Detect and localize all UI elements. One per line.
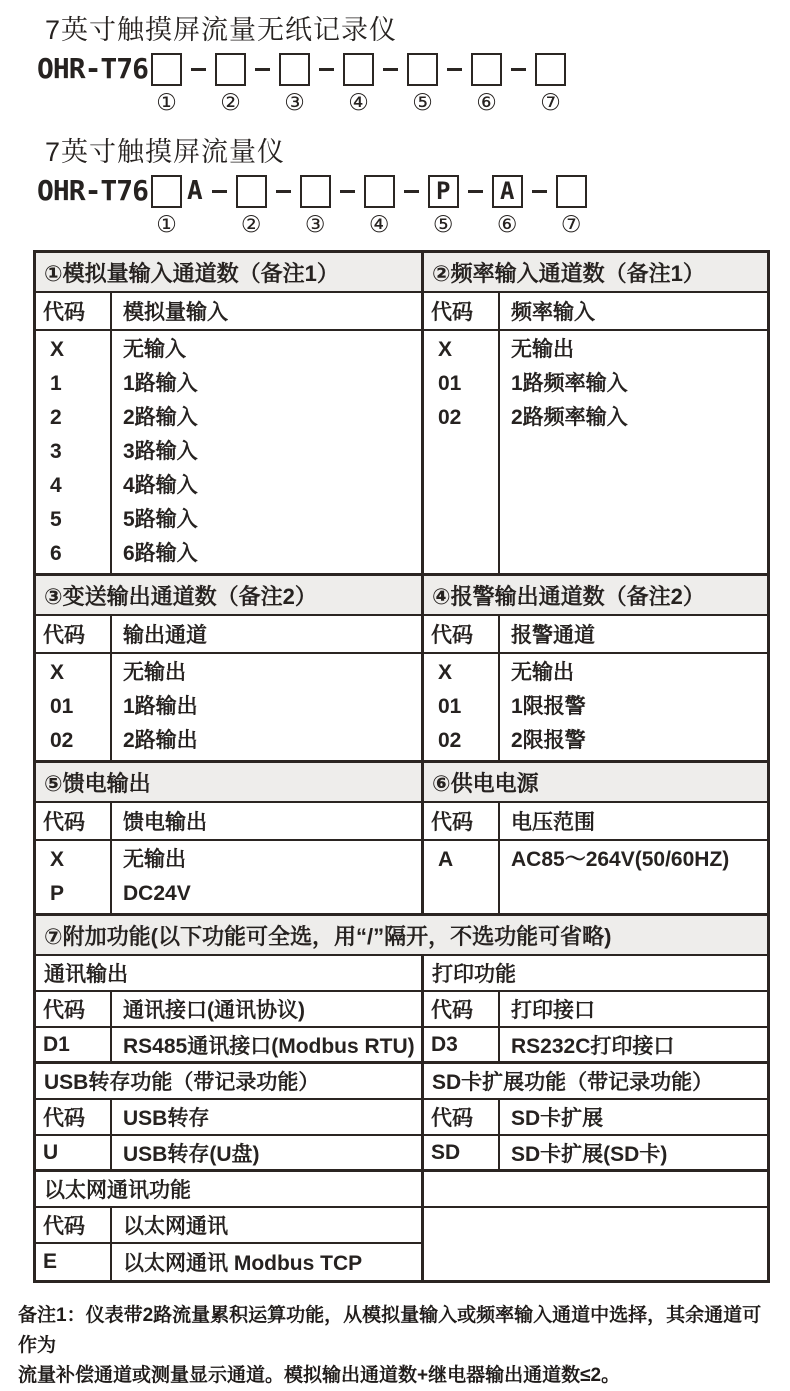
model-box (556, 175, 587, 208)
product1-model-line (37, 51, 790, 116)
dash-separator (404, 190, 419, 193)
option-desc: 6路输入 (123, 542, 198, 565)
option-code: SD (424, 1136, 500, 1169)
slot-marker: ④ (348, 90, 369, 116)
option-code: 01 (438, 372, 462, 395)
option-desc: SD卡扩展(SD卡) (511, 1142, 668, 1166)
code-column-header: 代码 (424, 293, 500, 329)
model-slot-5 (407, 51, 471, 116)
desc-list (112, 841, 421, 913)
section-frequency-input (424, 253, 767, 573)
dash-separator (447, 68, 462, 71)
fixed-letter: A (187, 176, 203, 206)
code-list (36, 841, 112, 913)
section-title: ④报警输出通道数（备注2） (424, 576, 767, 616)
option-code: 3 (50, 440, 62, 463)
option-code: 02 (438, 406, 462, 429)
option-desc: AC85～264V(50/60HZ) (511, 848, 730, 871)
option-code: D3 (424, 1028, 500, 1061)
column-header-row (424, 616, 767, 654)
model-box (279, 53, 310, 86)
footnote-line-2: 流量补偿通道或测量显示通道。模拟输出通道数+继电器输出通道数≤2。 (18, 1365, 621, 1386)
model-prefix: OHR-T76 (37, 174, 149, 207)
column-header-row (36, 1100, 421, 1136)
option-code: U (36, 1136, 112, 1169)
model-box (151, 53, 182, 86)
model-box (151, 175, 182, 208)
model-box (364, 175, 395, 208)
empty-cell (424, 1172, 767, 1208)
code-list (424, 841, 500, 913)
section-title: ①模拟量输入通道数（备注1） (36, 253, 421, 293)
option-desc: 无输出 (123, 848, 186, 871)
section-analog-input (36, 253, 424, 573)
code-column-header: 代码 (36, 1100, 112, 1134)
model-slot-6 (492, 173, 556, 238)
code-list (424, 331, 500, 573)
option-code: E (36, 1244, 112, 1280)
section-title: ⑥供电电源 (424, 763, 767, 803)
slot-marker: ④ (368, 212, 390, 238)
model-slot-3 (279, 51, 343, 116)
option-code: 02 (438, 729, 462, 752)
model-box (300, 175, 331, 208)
option-list (36, 654, 421, 760)
model-slot-4 (364, 173, 428, 238)
slot-marker: ⑤ (432, 212, 454, 238)
section-title: ②频率输入通道数（备注1） (424, 253, 767, 293)
desc-column-header: 模拟量输入 (123, 301, 228, 324)
option-code: A (438, 848, 454, 871)
feature-title: SD卡扩展功能（带记录功能） (424, 1064, 767, 1100)
section-power-supply (424, 763, 767, 913)
section-title: ⑦附加功能(以下功能可全选，用“/”隔开，不选功能可省略) (36, 916, 767, 956)
code-column-header: 代码 (36, 1208, 112, 1242)
option-desc: 2限报警 (511, 729, 586, 752)
section-row-3-4 (36, 573, 767, 760)
option-desc: 4路输入 (123, 474, 198, 497)
desc-column-header: SD卡扩展 (511, 1107, 604, 1130)
option-code: 01 (50, 695, 74, 718)
footnote (18, 1301, 768, 1391)
option-code: X (50, 338, 65, 361)
option-desc: 2路输出 (123, 729, 198, 752)
model-slot-7 (535, 51, 566, 116)
model-slot-2 (236, 173, 300, 238)
dash-separator (255, 68, 270, 71)
model-prefix: OHR-T76 (37, 52, 149, 85)
section-alarm-output (424, 576, 767, 760)
column-header-row (424, 992, 767, 1028)
ordering-code-table (33, 250, 770, 1283)
desc-list (500, 654, 767, 760)
slot-marker: ② (240, 212, 262, 238)
slot-marker: ③ (304, 212, 326, 238)
option-code: 02 (50, 729, 74, 752)
option-desc: USB转存(U盘) (123, 1142, 260, 1166)
slot-marker: ⑦ (540, 90, 561, 116)
model-slot-7 (556, 173, 587, 238)
feature-title: 打印功能 (424, 956, 767, 992)
desc-column-header: 打印接口 (511, 999, 595, 1022)
code-list (36, 654, 112, 760)
product1-title: 7英寸触摸屏流量无纸记录仪 (45, 15, 398, 45)
footnote-line-1: 备注1：仪表带2路流量累积运算功能，从模拟量输入或频率输入通道中选择，其余通道可作为 (18, 1305, 762, 1356)
model-slot-1 (151, 173, 236, 238)
option-desc: DC24V (123, 882, 191, 905)
option-desc: 1路频率输入 (511, 372, 628, 395)
code-column-header: 代码 (36, 803, 112, 839)
option-desc: RS485通讯接口(Modbus RTU) (123, 1034, 415, 1058)
option-row (36, 1136, 421, 1172)
option-code: X (438, 338, 453, 361)
option-desc: 5路输入 (123, 508, 198, 531)
slot-marker: ① (156, 212, 177, 238)
model-box: A (492, 175, 523, 208)
desc-list (112, 654, 421, 760)
empty-cell (424, 1208, 767, 1280)
option-list (36, 331, 421, 573)
section-title: ③变送输出通道数（备注2） (36, 576, 421, 616)
model-box (215, 53, 246, 86)
option-desc: 3路输入 (123, 440, 198, 463)
option-desc: 1路输出 (123, 695, 198, 718)
model-slot-4 (343, 51, 407, 116)
option-desc: 以太网通讯 Modbus TCP (123, 1252, 363, 1275)
code-column-header: 代码 (424, 803, 500, 839)
slot-marker: ⑦ (560, 212, 582, 238)
section-title: ⑤馈电输出 (36, 763, 421, 803)
slot-marker: ⑤ (412, 90, 433, 116)
option-desc: 1路输入 (123, 372, 198, 395)
option-row (424, 1136, 767, 1172)
desc-list (500, 841, 767, 913)
dash-separator (468, 190, 483, 193)
model-slot-5 (428, 173, 492, 238)
dash-separator (340, 190, 355, 193)
code-column-header: 代码 (36, 992, 112, 1026)
option-list (424, 654, 767, 760)
slot-marker: ① (156, 90, 177, 116)
column-header-row (36, 616, 421, 654)
section-extra-functions (36, 913, 767, 1280)
model-slot-3 (300, 173, 364, 238)
option-row (36, 1244, 421, 1280)
desc-list (112, 331, 421, 573)
option-desc: 2路频率输入 (511, 406, 628, 429)
option-code: 01 (438, 695, 462, 718)
slot-marker: ③ (284, 90, 305, 116)
section-row-1-2 (36, 253, 767, 573)
extra-right-column (424, 956, 767, 1280)
model-slot-6 (471, 51, 535, 116)
desc-column-header: 输出通道 (123, 624, 207, 647)
desc-column-header: 通讯接口(通讯协议) (123, 999, 305, 1022)
product2-title: 7英寸触摸屏流量仪 (45, 137, 286, 167)
option-row (424, 1028, 767, 1064)
option-code: 1 (50, 372, 62, 395)
desc-column-header: USB转存 (123, 1107, 210, 1130)
model-box: P (428, 175, 459, 208)
code-list (424, 654, 500, 760)
model-box (236, 175, 267, 208)
column-header-row (424, 293, 767, 331)
code-column-header: 代码 (424, 1100, 500, 1134)
product2-model-line (37, 173, 790, 238)
feature-title: USB转存功能（带记录功能） (36, 1064, 421, 1100)
dash-separator (212, 190, 227, 193)
dash-separator (383, 68, 398, 71)
option-desc: 无输出 (123, 661, 186, 684)
extra-left-column (36, 956, 424, 1280)
option-code: 2 (50, 406, 62, 429)
option-desc: 2路输入 (123, 406, 198, 429)
option-row (36, 1028, 421, 1064)
code-column-header: 代码 (424, 616, 500, 652)
option-list (424, 331, 767, 573)
slot-marker: ⑥ (496, 212, 518, 238)
model-box (471, 53, 502, 86)
option-desc: 无输出 (511, 338, 574, 361)
option-code: 5 (50, 508, 62, 531)
option-desc: 无输入 (123, 338, 186, 361)
column-header-row (424, 1100, 767, 1136)
model-slot-2 (215, 51, 279, 116)
feature-title: 通讯输出 (36, 956, 421, 992)
dash-separator (319, 68, 334, 71)
dash-separator (191, 68, 206, 71)
option-code: 4 (50, 474, 62, 497)
section-row-5-6 (36, 760, 767, 913)
desc-column-header: 报警通道 (511, 624, 595, 647)
slot-marker: ⑥ (476, 90, 497, 116)
desc-list (500, 331, 767, 573)
desc-column-header: 电压范围 (511, 811, 595, 834)
model-box (535, 53, 566, 86)
desc-column-header: 频率输入 (511, 301, 595, 324)
slot-marker: ② (220, 90, 241, 116)
option-desc: 无输出 (511, 661, 574, 684)
column-header-row (36, 803, 421, 841)
section-transmit-output (36, 576, 424, 760)
model-box (343, 53, 374, 86)
dash-separator (511, 68, 526, 71)
model-box (407, 53, 438, 86)
option-list (424, 841, 767, 913)
option-code: X (50, 661, 65, 684)
option-code: X (50, 848, 65, 871)
dash-separator (532, 190, 547, 193)
column-header-row (36, 992, 421, 1028)
option-desc: RS232C打印接口 (511, 1034, 675, 1058)
section-feed-output (36, 763, 424, 913)
desc-column-header: 馈电输出 (123, 811, 207, 834)
model-slot-1 (151, 51, 215, 116)
model-code-area (0, 0, 790, 238)
option-desc: 1限报警 (511, 695, 586, 718)
extra-functions-grid (36, 956, 767, 1280)
column-header-row (36, 293, 421, 331)
code-column-header: 代码 (36, 616, 112, 652)
code-column-header: 代码 (36, 293, 112, 329)
dash-separator (276, 190, 291, 193)
option-list (36, 841, 421, 913)
option-code: D1 (36, 1028, 112, 1061)
option-code: P (50, 882, 65, 905)
desc-column-header: 以太网通讯 (123, 1215, 228, 1238)
column-header-row (36, 1208, 421, 1244)
code-list (36, 331, 112, 573)
option-code: 6 (50, 542, 62, 565)
feature-title: 以太网通讯功能 (36, 1172, 421, 1208)
option-code: X (438, 661, 453, 684)
column-header-row (424, 803, 767, 841)
code-column-header: 代码 (424, 992, 500, 1026)
